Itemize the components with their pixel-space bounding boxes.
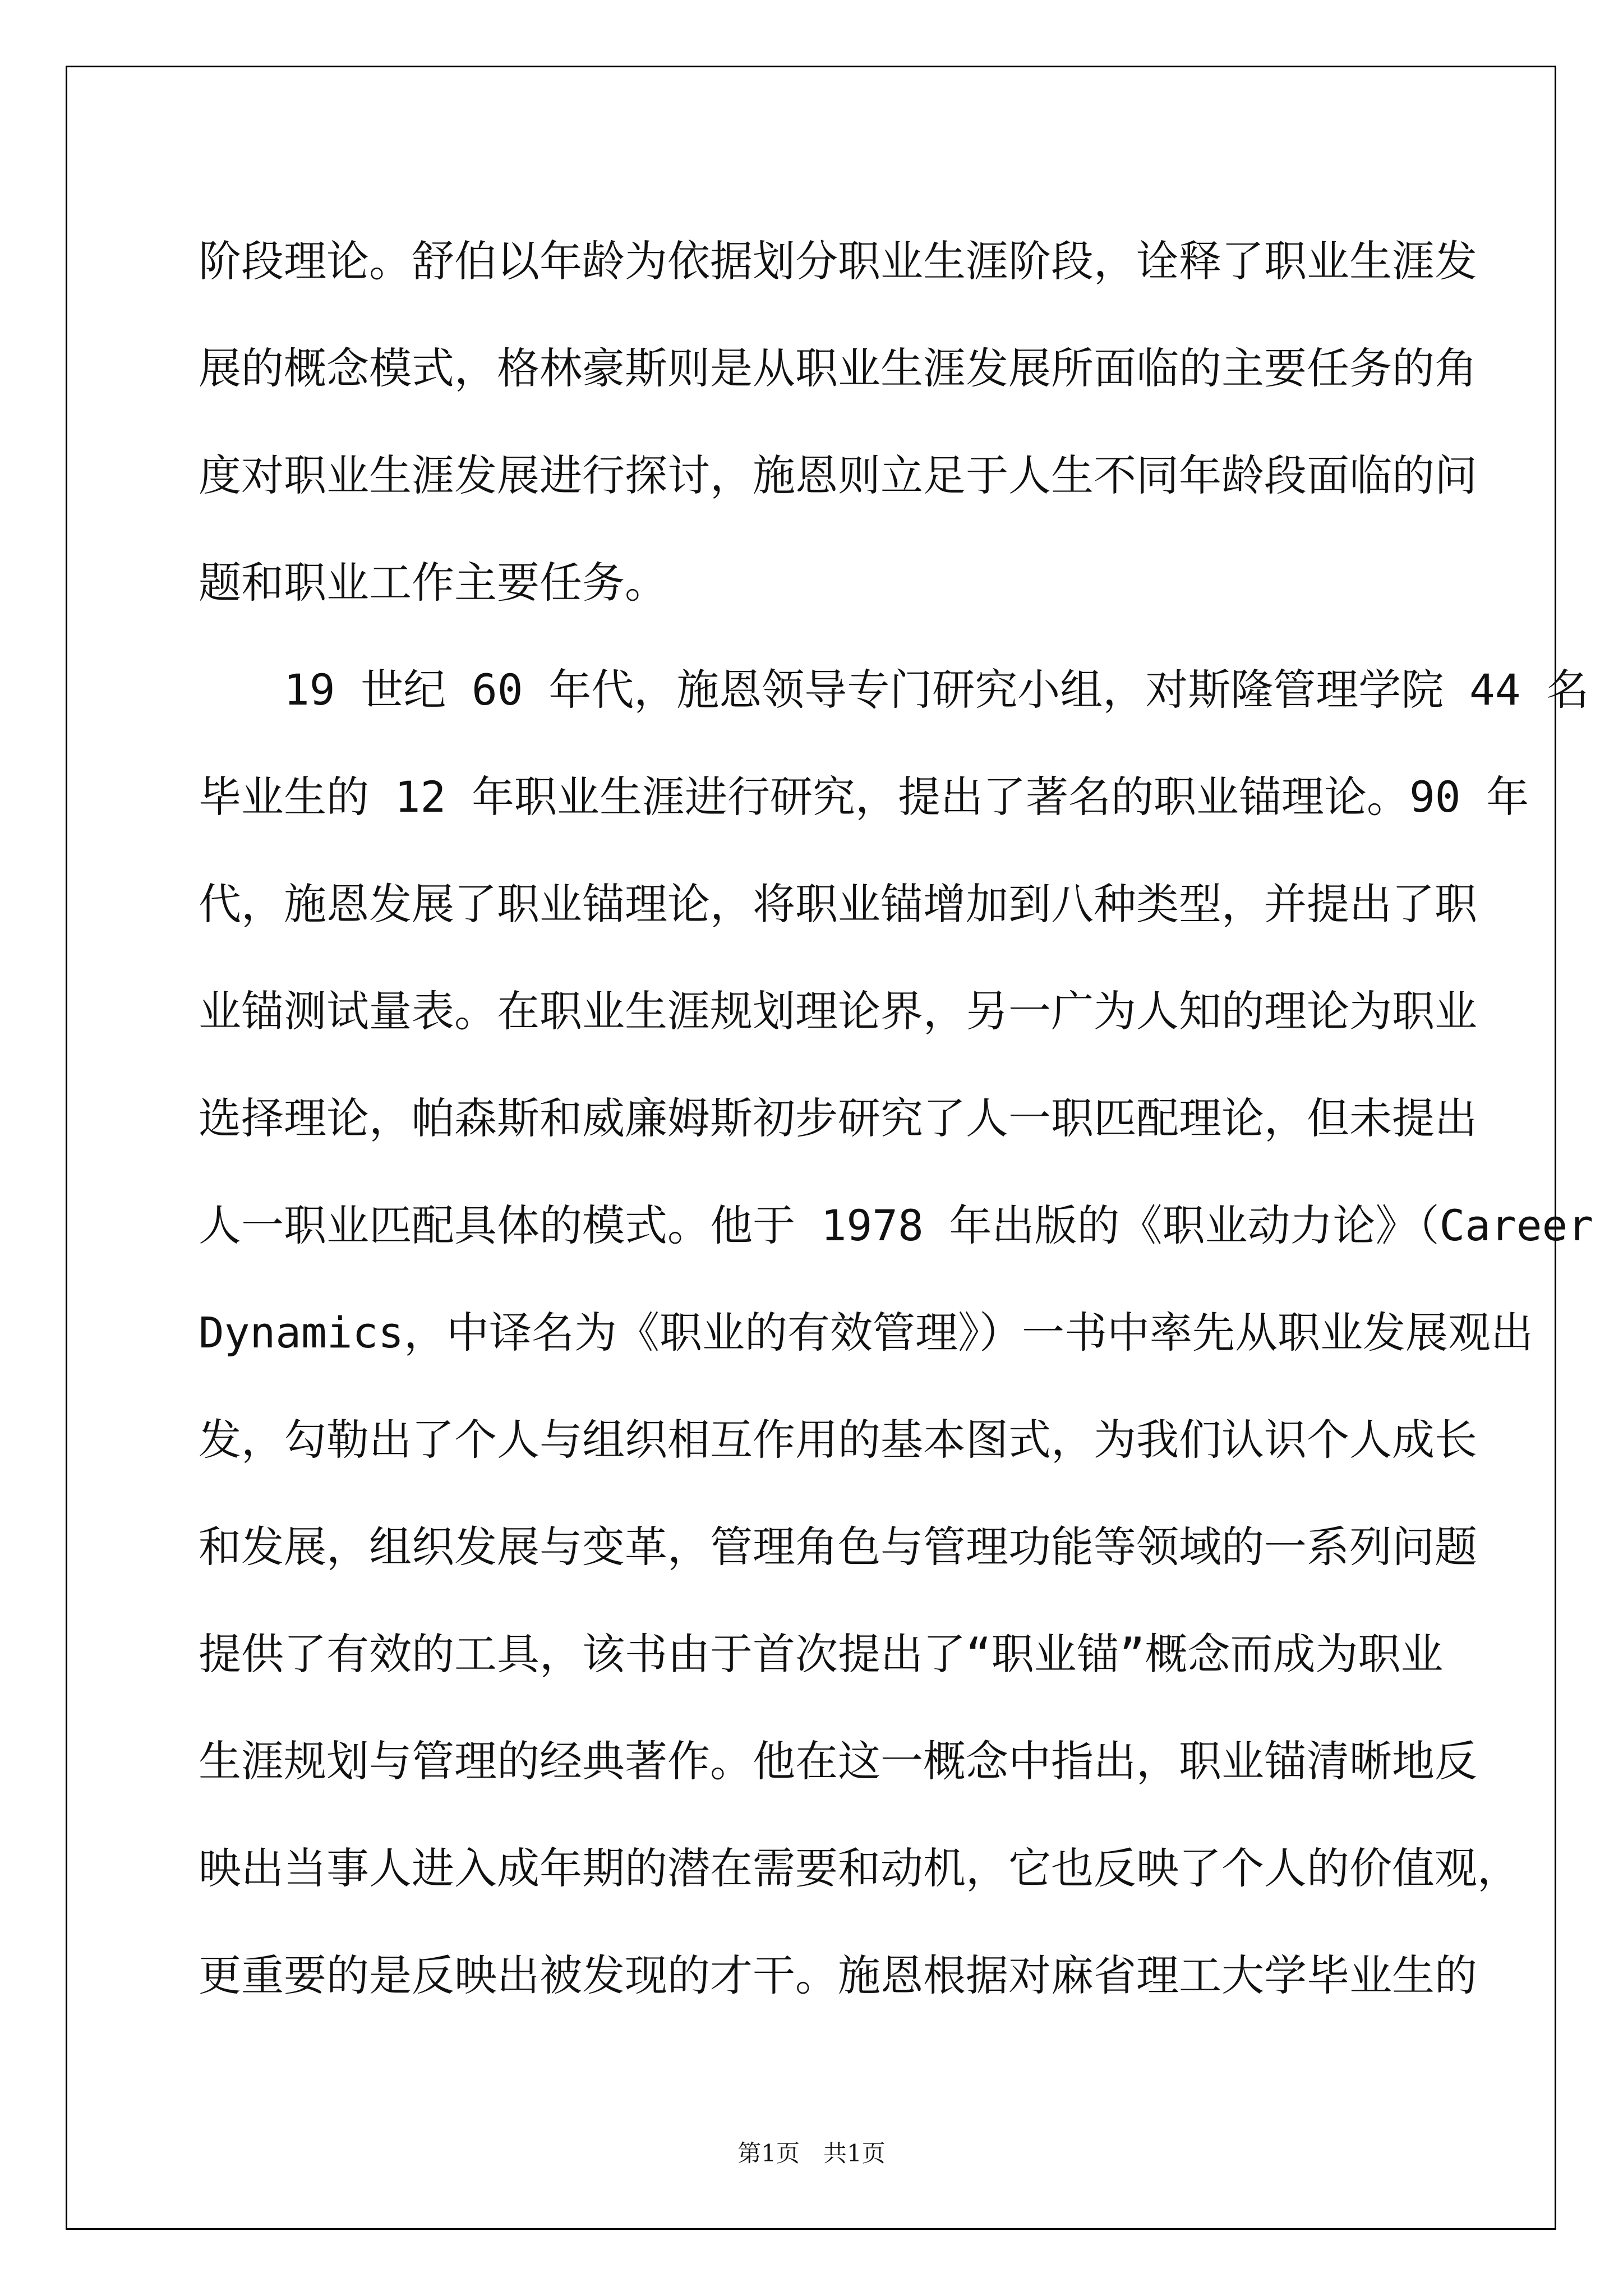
text-line: 题和职业工作主要任务。 <box>199 558 667 608</box>
text-line: 选择理论，帕森斯和威廉姆斯初步研究了人一职匹配理论，但未提出 <box>199 1093 1477 1143</box>
text-line: 毕业生的 12 年职业生涯进行研究，提出了著名的职业锚理论。90 年 <box>199 772 1529 822</box>
text-line: 业锚测试量表。在职业生涯规划理论界，另一广为人知的理论为职业 <box>199 986 1477 1036</box>
text-line: 阶段理论。舒伯以年龄为依据划分职业生涯阶段，诠释了职业生涯发 <box>199 236 1477 286</box>
text-line: 19 世纪 60 年代，施恩领导专门研究小组，对斯隆管理学院 44 名 <box>199 665 1589 715</box>
text-line: 生涯规划与管理的经典著作。他在这一概念中指出，职业锚清晰地反 <box>199 1736 1477 1786</box>
text-line: 映出当事人进入成年期的潜在需要和动机，它也反映了个人的价值观， <box>199 1843 1520 1893</box>
text-line: 代，施恩发展了职业锚理论，将职业锚增加到八种类型，并提出了职 <box>199 879 1477 929</box>
text-line: Dynamics，中译名为《职业的有效管理》）一书中率先从职业发展观出 <box>199 1308 1534 1358</box>
text-line: 更重要的是反映出被发现的才干。施恩根据对麻省理工大学毕业生的 <box>199 1950 1477 2000</box>
text-line: 和发展，组织发展与变革，管理角色与管理功能等领域的一系列问题 <box>199 1522 1477 1572</box>
document-body <box>199 208 1594 2029</box>
text-line: 度对职业生涯发展进行探讨，施恩则立足于人生不同年龄段面临的问 <box>199 450 1477 500</box>
page-number-footer: 第1页 共1页 <box>737 2139 886 2167</box>
text-line: 提供了有效的工具，该书由于首次提出了“职业锚”概念而成为职业 <box>199 1629 1444 1679</box>
text-line: 发，勾勒出了个人与组织相互作用的基本图式，为我们认识个人成长 <box>199 1415 1477 1465</box>
text-line: 人一职业匹配具体的模式。他于 1978 年出版的《职业动力论》（Career <box>199 1200 1594 1250</box>
text-line: 展的概念模式，格林豪斯则是从职业生涯发展所面临的主要任务的角 <box>199 343 1477 393</box>
